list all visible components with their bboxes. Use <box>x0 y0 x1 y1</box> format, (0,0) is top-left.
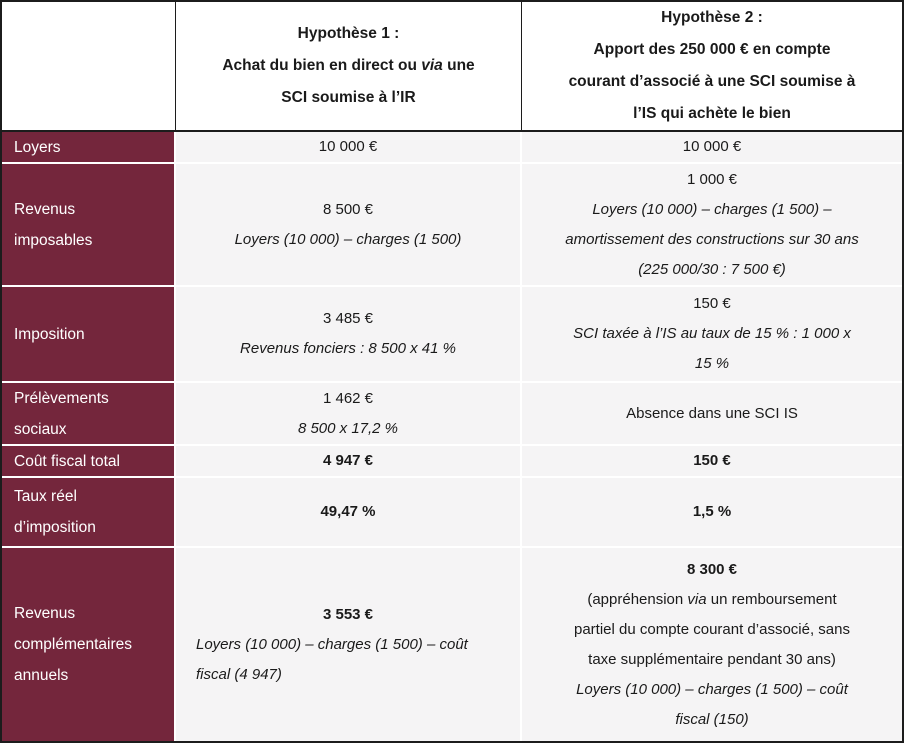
cell-revenus-imposables-h1 <box>176 164 522 287</box>
formula: (225 000/30 : 7 500 €) <box>638 260 786 278</box>
cell-prelevements-h1 <box>176 383 522 446</box>
formula: Revenus fonciers : 8 500 x 41 % <box>240 340 456 357</box>
formula: Loyers (10 000) – charges (1 500) <box>234 230 462 248</box>
header-1-subtitle-line: Achat du bien en direct ou via une <box>222 57 475 74</box>
value: 3 553 € <box>322 605 374 623</box>
row-label-revenus-complementaires: Revenus complémentaires annuels <box>2 548 176 741</box>
column-header-hypothese-2 <box>522 2 902 132</box>
value: 150 € <box>693 295 731 312</box>
cell-loyers-h1 <box>176 132 522 164</box>
formula: SCI taxée à l’IS au taux de 15 % : 1 000 x <box>573 325 851 342</box>
value: 8 300 € <box>686 560 738 578</box>
value: 1 462 € <box>322 389 374 407</box>
cell-taux-reel-h2 <box>522 478 902 548</box>
cell-prelevements-h2 <box>522 383 902 446</box>
note: taxe supplémentaire pendant 30 ans) <box>588 650 836 668</box>
formula: 15 % <box>694 355 730 372</box>
cell-cout-fiscal-h1 <box>176 446 522 478</box>
formula: Loyers (10 000) – charges (1 500) – coût <box>576 680 848 698</box>
value: 10 000 € <box>682 138 742 155</box>
column-header-hypothese-1 <box>176 2 522 132</box>
value: Absence dans une SCI IS <box>626 404 798 422</box>
value: 4 947 € <box>322 452 374 469</box>
value: 3 485 € <box>322 310 374 327</box>
note: partiel du compte courant d’associé, sans <box>574 620 850 638</box>
formula: fiscal (150) <box>675 710 749 728</box>
row-label-prelevements-sociaux: Prélèvements sociaux <box>2 383 176 446</box>
value: 150 € <box>693 452 731 469</box>
cell-revenus-imposables-h2 <box>522 164 902 287</box>
header-2-subtitle-line: courant d’associé à une SCI soumise à <box>568 73 856 90</box>
cell-revenus-complementaires-h1 <box>176 548 522 741</box>
cell-loyers-h2 <box>522 132 902 164</box>
row-label-imposition: Imposition <box>2 287 176 383</box>
row-label-revenus-imposables: Revenus imposables <box>2 164 176 287</box>
cell-revenus-complementaires-h2 <box>522 548 902 741</box>
row-label-cout-fiscal-total: Coût fiscal total <box>2 446 176 478</box>
formula: fiscal (4 947) <box>196 665 282 683</box>
table-corner-cell <box>2 2 176 132</box>
header-2-subtitle-line: Apport des 250 000 € en compte <box>593 41 831 58</box>
formula: Loyers (10 000) – charges (1 500) – coût <box>196 635 468 653</box>
cell-cout-fiscal-h2 <box>522 446 902 478</box>
formula: Loyers (10 000) – charges (1 500) – <box>592 200 832 218</box>
value: 1 000 € <box>686 170 738 188</box>
cell-imposition-h1 <box>176 287 522 383</box>
header-1-subtitle-line: SCI soumise à l’IR <box>281 89 416 106</box>
value: 10 000 € <box>318 138 378 155</box>
value: 8 500 € <box>322 200 374 218</box>
formula: amortissement des constructions sur 30 ans <box>565 230 859 248</box>
header-1-title: Hypothèse 1 : <box>297 25 400 42</box>
note: (appréhension via un remboursement <box>587 590 837 608</box>
value: 49,47 % <box>320 503 376 520</box>
row-label-taux-reel: Taux réel d’imposition <box>2 478 176 548</box>
row-label-loyers: Loyers <box>2 132 176 164</box>
cell-taux-reel-h1 <box>176 478 522 548</box>
value: 1,5 % <box>692 503 732 520</box>
formula: 8 500 x 17,2 % <box>297 419 399 437</box>
header-2-subtitle-line: l’IS qui achète le bien <box>633 105 791 122</box>
header-2-title: Hypothèse 2 : <box>661 9 763 26</box>
cell-imposition-h2 <box>522 287 902 383</box>
